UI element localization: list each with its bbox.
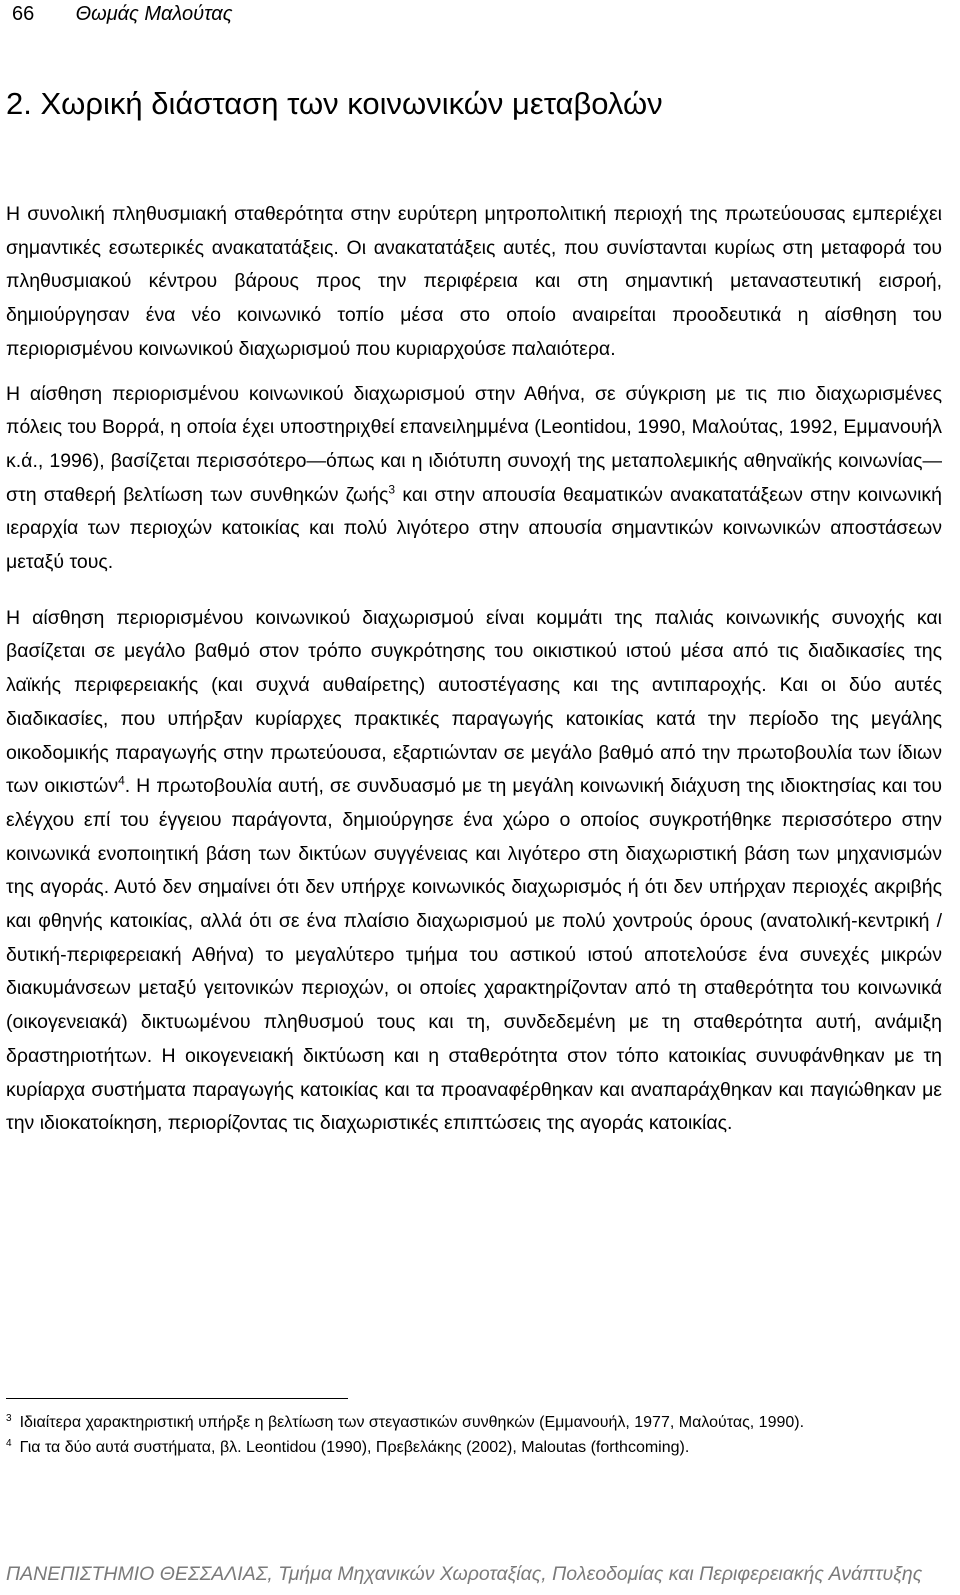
footnote-3-text: Ιδιαίτερα χαρακτηριστική υπήρξε η βελτίωση των στεγαστικών συνθηκών (Εμμανουήλ, 1977, Μαλούτας, 1990).: [19, 1414, 805, 1431]
body-text: [6, 198, 942, 1152]
paragraph-3: [6, 602, 942, 1141]
paragraph-2-text-before: Η αίσθηση περιορισμένου κοινωνικού διαχωρισμού στην Αθήνα, σε σύγκριση με τις πιο διαχωρισμένες πόλεις του Βορρά, η οποία έχει υποστηριχθεί επανειλημμένα (Leontidou, 1990, Μαλούτας, 1992, Εμμανουήλ κ.ά., 1996), βασίζεται περισσότερο—όπως και η ιδιότυπη συνοχή της μεταπολεμικής αθηναϊκής κοινωνίας—στη σταθερή βελτίωση των συνθηκών ζωής: [6, 382, 942, 506]
footnote-divider: [6, 1398, 348, 1399]
running-header-author: Θωμάς Μαλούτας: [75, 3, 233, 25]
footnote-3: [6, 1412, 942, 1433]
paragraph-3-text-after: . Η πρωτοβουλία αυτή, σε συνδυασμό με τη μεγάλη κοινωνική διάχυση της ιδιοκτησίας και του ελέγχου επί του έγγειου παράγοντα, δημιούργησε ένα χώρο ο οποίος συγκροτήθηκε περισσότερο στην κοινωνικά ενοποιητική βάση των δικτύων συγγένειας και λιγότερο στη διαχωριστική βάση των μηχανισμών της αγοράς. Αυτό δεν σημαίνει ότι δεν υπήρχε κοινωνικός διαχωρισμός ή ότι δεν υπήρχαν περιοχές ακριβής και φθηνής κατοικίας, αλλά ότι σε ένα πλαίσιο διαχωρισμού με πολύ χοντρούς όρους (ανατολική-κεντρική / δυτική-περιφερειακή Αθήνα) το μεγαλύτερο τμήμα του αστικού ιστού αποτελούσε ένα συνεχές μικρών διακυμάνσεων μεταξύ γειτονικών περιοχών, οι οποίες χαρακτηρίζονταν από τη σταθερότητα του κοινωνικά (οικογενειακά) δικτυωμένου πληθυσμού τους και τη, συνδεδεμένη με τη σταθερότητα αυτή, ανάμιξη δραστηριοτήτων. Η οικογενειακή δικτύωση και η σταθερότητα στον τόπο κατοικίας συνυφάνθηκαν με τη κυρίαρχα συστήματα παραγωγής κατοικίας και τα προαναφέρθηκαν και αναπαράχθηκαν και παγιώθηκαν με την ιδιοκατοίκηση, περιορίζοντας τις διαχωριστικές επιπτώσεις της αγοράς κατοικίας.: [6, 775, 942, 1135]
footnotes: [6, 1412, 942, 1462]
running-header: [12, 2, 232, 26]
page-number: 66: [12, 3, 35, 25]
paragraph-2: [6, 378, 942, 580]
paragraph-2-text-after: και στην απουσία θεαματικών ανακατατάξεων στην κοινωνική ιεραρχία των περιοχών κατοικίας και πολύ λιγότερο στην απουσία σημαντικών κοινωνικών αποστάσεων μεταξύ τους.: [6, 483, 942, 574]
footnote-ref-4[interactable]: 4: [118, 773, 125, 788]
page-footer: ΠΑΝΕΠΙΣΤΗΜΙΟ ΘΕΣΣΑΛΙΑΣ, Τμήμα Μηχανικών Χωροταξίας, Πολεοδομίας και Περιφερειακής Ανάπτυξης: [6, 1563, 923, 1585]
footnote-4: [6, 1437, 942, 1458]
footnote-3-mark: 3: [6, 1412, 12, 1424]
footnote-4-text: Για τα δύο αυτά συστήματα, βλ. Leontidou (1990), Πρεβελάκης (2002), Maloutas (forthcoming).: [19, 1439, 690, 1456]
paragraph-3-text-before: Η αίσθηση περιορισμένου κοινωνικού διαχωρισμού είναι κομμάτι της παλιάς κοινωνικής συνοχής και βασίζεται σε μεγάλο βαθμό στον τρόπο συγκρότησης του οικιστικού ιστού μέσα από τις διαδικασίες της λαϊκής περιφερειακής (και συχνά αυθαίρετης) αυτοστέγασης και της αντιπαροχής. Και οι δύο αυτές διαδικασίες, που υπήρξαν κυρίαρχες πρακτικές παραγωγής κατοικίας κατά την περίοδο της μεγάλης οικοδομικής παραγωγής στην πρωτεύουσα, εξαρτιώνταν σε μεγάλο βαθμό από την πρωτοβουλία των ίδιων των οικιστών: [6, 606, 942, 798]
footnote-4-mark: 4: [6, 1437, 12, 1449]
section-title: 2. Χωρική διάσταση των κοινωνικών μεταβολών: [6, 86, 663, 121]
footnote-ref-3[interactable]: 3: [388, 482, 396, 497]
paragraph-1: Η συνολική πληθυσμιακή σταθερότητα στην ευρύτερη μητροπολιτική περιοχή της πρωτεύουσας εμπεριέχει σημαντικές εσωτερικές ανακατατάξεις. Οι ανακατατάξεις αυτές, που συνίστανται κυρίως στη μεταφορά του πληθυσμιακού κέντρου βάρους προς την περιφέρεια και στη σημαντική μεταναστευτική εισροή, δημιούργησαν ένα νέο κοινωνικό τοπίο μέσα στο οποίο αναιρείται προοδευτικά η αίσθηση του περιορισμένου κοινωνικού διαχωρισμού που κυριαρχούσε παλαιότερα.: [6, 203, 942, 360]
